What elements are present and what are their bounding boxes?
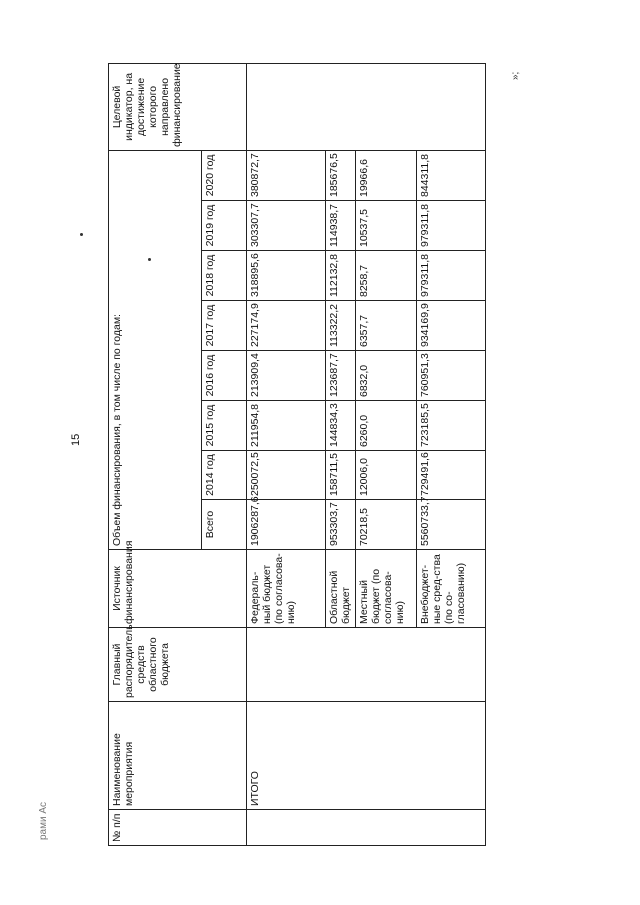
- cell-num: [246, 810, 485, 846]
- cell-value: 70218,5: [356, 500, 417, 550]
- cell-distributor: [246, 628, 485, 702]
- cell-value: 723185,5: [417, 401, 486, 451]
- cell-value: 227174,9: [246, 301, 325, 351]
- stamp-text: рами Ас: [38, 801, 49, 840]
- cell-source: Федераль-ный бюджет (по согласова-нию): [246, 550, 325, 628]
- cell-value: 979311,8: [417, 201, 486, 251]
- header-year-2020: 2020 год: [202, 150, 247, 200]
- financing-table: [108, 63, 486, 846]
- cell-value: 1906287,6: [246, 500, 325, 550]
- header-year-2014: 2014 год: [202, 451, 247, 500]
- cell-value: 934169,9: [417, 301, 486, 351]
- page-number: 15: [70, 433, 82, 446]
- cell-value: 185676,5: [325, 150, 355, 200]
- table-row: [246, 63, 325, 845]
- corner-mark: »;: [510, 71, 521, 80]
- cell-value: 12006,0: [356, 451, 417, 500]
- cell-value: 979311,8: [417, 251, 486, 301]
- header-total: Всего: [202, 500, 247, 550]
- cell-value: 760951,3: [417, 351, 486, 401]
- cell-value: 6832,0: [356, 351, 417, 401]
- header-volume: Объем финансирования, в том числе по годам:: [109, 150, 202, 549]
- cell-value: 10537,5: [356, 201, 417, 251]
- cell-source: Областной бюджет: [325, 550, 355, 628]
- cell-value: 5560733,7: [417, 500, 486, 550]
- cell-value: 123687,7: [325, 351, 355, 401]
- cell-indicator: [246, 63, 485, 150]
- cell-value: 19966,6: [356, 150, 417, 200]
- header-distributor: Главный распорядитель средств областного бюджета: [109, 628, 247, 702]
- header-year-2019: 2019 год: [202, 201, 247, 251]
- header-source: Источник финансирования: [109, 550, 247, 628]
- cell-value: 250072,5: [246, 451, 325, 500]
- cell-value: 158711,5: [325, 451, 355, 500]
- cell-source: Внебюджет-ные сред-ства (по со-гласованию): [417, 550, 486, 628]
- scan-dot: [80, 233, 83, 236]
- cell-value: 8258,7: [356, 251, 417, 301]
- cell-value: 213909,4: [246, 351, 325, 401]
- cell-value: 211954,8: [246, 401, 325, 451]
- cell-value: 6357,7: [356, 301, 417, 351]
- rotated-table-container: [108, 64, 486, 846]
- header-year-2017: 2017 год: [202, 301, 247, 351]
- header-name: Наименование мероприятия: [109, 702, 247, 810]
- cell-value: 380872,7: [246, 150, 325, 200]
- cell-value: 729491,6: [417, 451, 486, 500]
- cell-value: 113322,2: [325, 301, 355, 351]
- header-num: № п/п: [109, 810, 247, 846]
- cell-itogo: ИТОГО: [246, 702, 485, 810]
- header-year-2018: 2018 год: [202, 251, 247, 301]
- header-year-2016: 2016 год: [202, 351, 247, 401]
- cell-value: 303307,7: [246, 201, 325, 251]
- cell-source: Местный бюджет (по согласова-нию): [356, 550, 417, 628]
- header-indicator: Целевой индикатор, на достижение которого направлено финансирование: [109, 63, 247, 150]
- cell-value: 953303,7: [325, 500, 355, 550]
- cell-value: 112132,8: [325, 251, 355, 301]
- header-year-2015: 2015 год: [202, 401, 247, 451]
- cell-value: 144834,3: [325, 401, 355, 451]
- cell-value: 844311,8: [417, 150, 486, 200]
- cell-value: 318895,6: [246, 251, 325, 301]
- cell-value: 6260,0: [356, 401, 417, 451]
- cell-value: 114938,7: [325, 201, 355, 251]
